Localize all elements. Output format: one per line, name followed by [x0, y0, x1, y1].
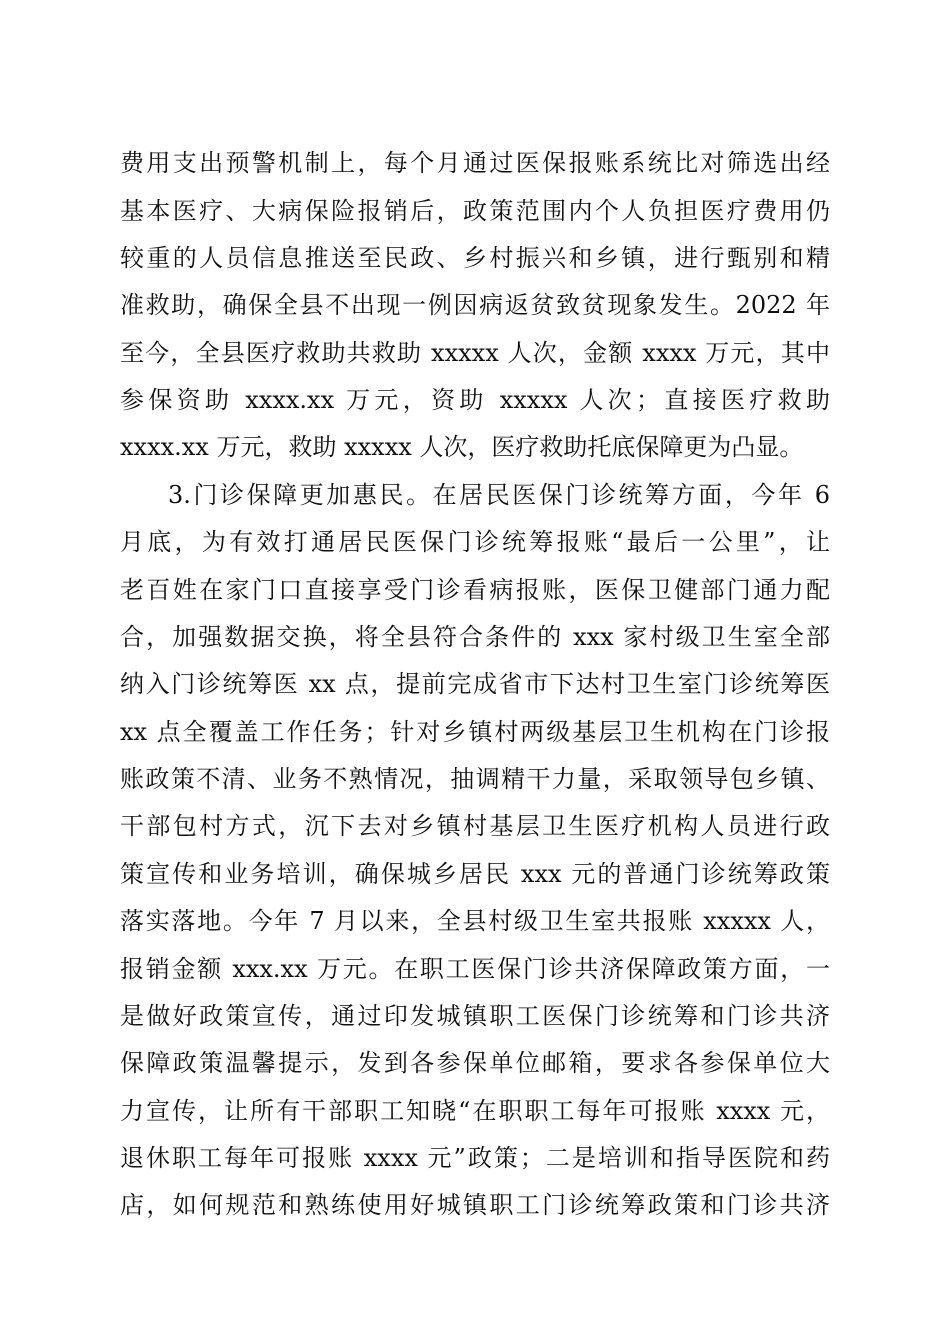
text-line: 费用支出预警机制上，每个月通过医保报账系统比对筛选出经: [120, 149, 830, 177]
text-line: 纳入门诊统筹医 xx 点，提前完成省市下达村卫生室门诊统筹医: [120, 670, 830, 698]
text-line: 合，加强数据交换，将全县符合条件的 xxx 家村级卫生室全部: [120, 623, 830, 651]
text-line: 至今，全县医疗救助共救助 xxxxx 人次，金额 xxxx 万元，其中: [120, 339, 830, 367]
text-line: 参保资助 xxxx.xx 万元，资助 xxxxx 人次；直接医疗救助: [120, 386, 830, 414]
text-line: 店，如何规范和熟练使用好城镇职工门诊统筹政策和门诊共济: [120, 1191, 830, 1219]
text-line: 准救助，确保全县不出现一例因病返贫致贫现象发生。2022 年: [120, 291, 830, 319]
text-line: xx 点全覆盖工作任务；针对乡镇村两级基层卫生机构在门诊报: [120, 718, 830, 746]
text-line: 基本医疗、大病保险报销后，政策范围内个人负担医疗费用仍: [120, 197, 830, 225]
text-line: 报销金额 xxx.xx 万元。在职工医保门诊共济保障政策方面，一: [120, 955, 830, 983]
text-line: 力宣传，让所有干部职工知晓“在职职工每年可报账 xxxx 元，: [120, 1097, 830, 1125]
text-line: 较重的人员信息推送至民政、乡村振兴和乡镇，进行甄别和精: [120, 244, 830, 272]
text-line: 月底，为有效打通居民医保门诊统筹报账“最后一公里”，让: [120, 528, 830, 556]
text-line: xxxx.xx 万元，救助 xxxxx 人次，医疗救助托底保障更为凸显。: [120, 433, 804, 461]
text-line: 3.门诊保障更加惠民。在居民医保门诊统筹方面，今年 6: [168, 481, 830, 509]
text-line: 策宣传和业务培训，确保城乡居民 xxx 元的普通门诊统筹政策: [120, 860, 830, 888]
text-line: 是做好政策宣传，通过印发城镇职工医保门诊统筹和门诊共济: [120, 1002, 830, 1030]
text-line: 退休职工每年可报账 xxxx 元”政策；二是培训和指导医院和药: [120, 1144, 830, 1172]
text-line: 账政策不清、业务不熟情况，抽调精干力量，采取领导包乡镇、: [120, 765, 830, 793]
text-line: 干部包村方式，沉下去对乡镇村基层卫生医疗机构人员进行政: [120, 812, 830, 840]
text-line: 保障政策温馨提示，发到各参保单位邮箱，要求各参保单位大: [120, 1049, 830, 1077]
text-line: 落实落地。今年 7 月以来，全县村级卫生室共报账 xxxxx 人，: [120, 907, 830, 935]
text-line: 老百姓在家门口直接享受门诊看病报账，医保卫健部门通力配: [120, 576, 830, 604]
